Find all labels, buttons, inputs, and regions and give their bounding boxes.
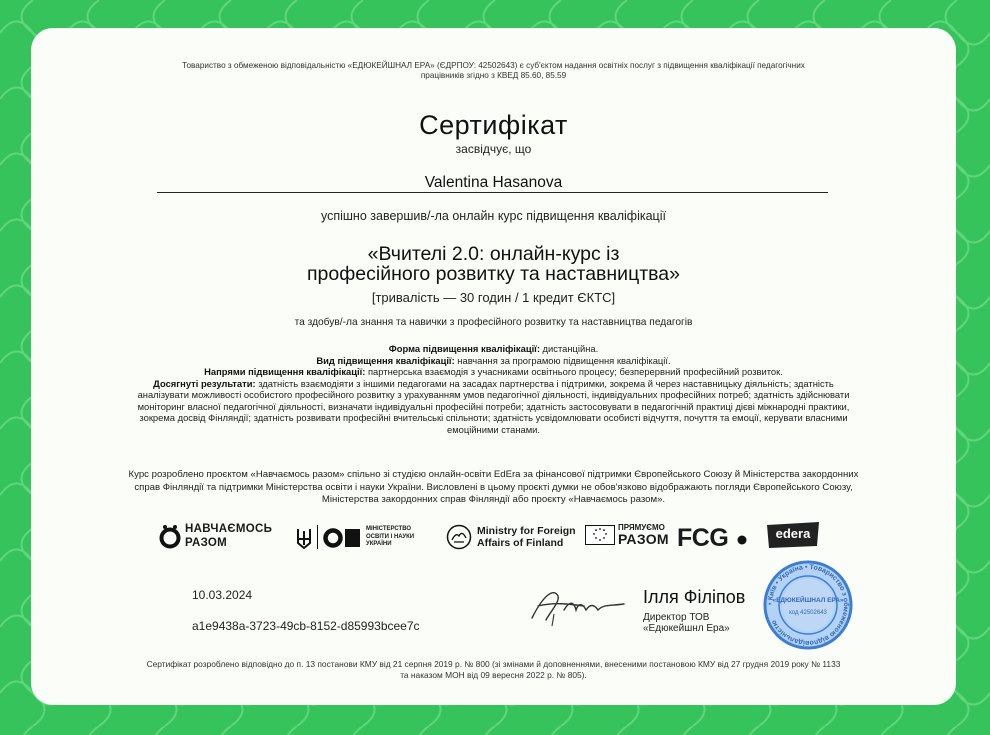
funding-statement: Курс розроблено проєктом «Навчаємось разом» спільно зі студією онлайн-освіти EdEra за фінансової підтримки Європейського Союзу й Міністерства закордонних справ Фінляндії та підтримки Міністерства освіти і науки України. Висловлені в цьому проєкті думки не обов'язково відображають погляди Європейського Союзу, Міністерства закордонних справ Фінляндії або проєкту «Навчаємось разом». [128,469,859,505]
fcg-logo: FCG [677,521,755,553]
name-underline [157,192,828,193]
recipient-name: Valentina Hasanova [424,174,563,191]
svg-text:• Київ • Україна • Товариство: • Київ • Україна • Товариство з обмеженою відповідальністю [766,563,850,647]
trident-icon [296,527,312,549]
detail-row-directions: Напрями підвищення кваліфікації: партнерська взаємодія з учасниками освітнього процесу; безперервний професійний розвиток. [204,366,783,377]
signer-name: Ілля Філіпов [643,587,746,607]
company-stamp [756,560,860,650]
certificate-card [31,28,956,705]
detail-row-type: Вид підвищення кваліфікації: навчання за програмою підвищення кваліфікації. [316,354,671,366]
svg-text:«ЕДЮКЕЙШНАЛ ЕРА»: «ЕДЮКЕЙШНАЛ ЕРА» [772,597,844,604]
pryamuemo-razom-logo: ПРЯМУЄМО РАЗОМ [585,521,670,553]
eu-flag-icon [585,525,615,545]
detail-row-form: Форма підвищення кваліфікації: дистанційна. [388,343,599,354]
finland-mfa-logo: Ministry for Foreign Affairs of Finland [446,521,581,553]
fcg-dot-icon [737,535,747,545]
course-title-line1: «Вчителі 2.0: онлайн-курс із [367,243,620,265]
certificate-title: Сертифікат [419,110,568,140]
course-duration: [тривалість — 30 годин / 1 кредит ЄКТС] [371,290,616,305]
certificate-id: a1e9438a-3723-49cb-8152-d85993bcee7c [192,619,420,633]
signer-role: Директор ТОВ «Едюкейшнл Ера» [643,612,730,634]
certificate-subtitle: засвідчує, що [455,142,532,156]
legal-notice: Товариство з обмеженою відповідальністю «ЕДЮКЕЙШНАЛ ЕРА» (ЄДРПОУ: 42502643) є суб'єктом надання освітніх послуг з підвищення кваліфікації педагогічних працівників згідно з КВЕД 85.60, 85.59 [182,61,805,80]
mon-ukraine-logo: МІНІСТЕРСТВО ОСВІТИ І НАУКИ УКРАЇНИ [296,521,446,553]
director-signature [524,584,629,628]
acquired-skills-statement: та здобув/-ла знання та навички з професійного розвитку та наставництва педагогів [294,317,693,328]
detail-row-results: Досягнуті результати: здатність взаємодіяти з іншими педагогами на засадах партнерства і підтримки, зокрема й через наставницьку діяльність; здатність аналізувати можливості особистого професійного розвитку з урахуванням умов педагогічної діяльності, індивідуальних професійних потреб; здатність здійснювати моніторинг власної педагогічної діяльності, визначати індивідуальні професійні потреби; здатність застосовувати в педагогічній практиці дієві міжнародні практики, зокрема досвід Фінляндії; здатність розвивати професійні вчительські спільноти; здатність усвідомлювати особисті відчуття, почуття та емоції, керувати власними емоційними станами. [137,377,850,435]
course-details [31,343,956,435]
navchaemos-razom-logo: НАВЧАЄМОСЬ РАЗОМ [159,521,289,553]
edera-logo: edera [765,521,821,553]
partner-logos [159,521,829,553]
mon-mark-icon [323,527,361,549]
finland-crest-icon [446,524,472,550]
svg-text:код 42502643: код 42502643 [789,610,827,616]
footer-note: Сертифікат розроблено відповідно до п. 13 постанови КМУ від 21 серпня 2019 р. № 800 (зі змінами й доповненнями, внесеними постановою КМУ від 27 грудня 2019 року № 1133 та наказом МОН від 09 вересня 2022 р. № 805). [146,659,841,680]
issue-date: 10.03.2024 [192,588,253,602]
completion-statement: успішно завершив/-ла онлайн курс підвищення кваліфікації [321,209,666,223]
course-title-line2: професійного розвитку та наставництва» [306,263,681,285]
navchaemos-logo-icon [159,525,181,549]
course-title [31,244,956,284]
